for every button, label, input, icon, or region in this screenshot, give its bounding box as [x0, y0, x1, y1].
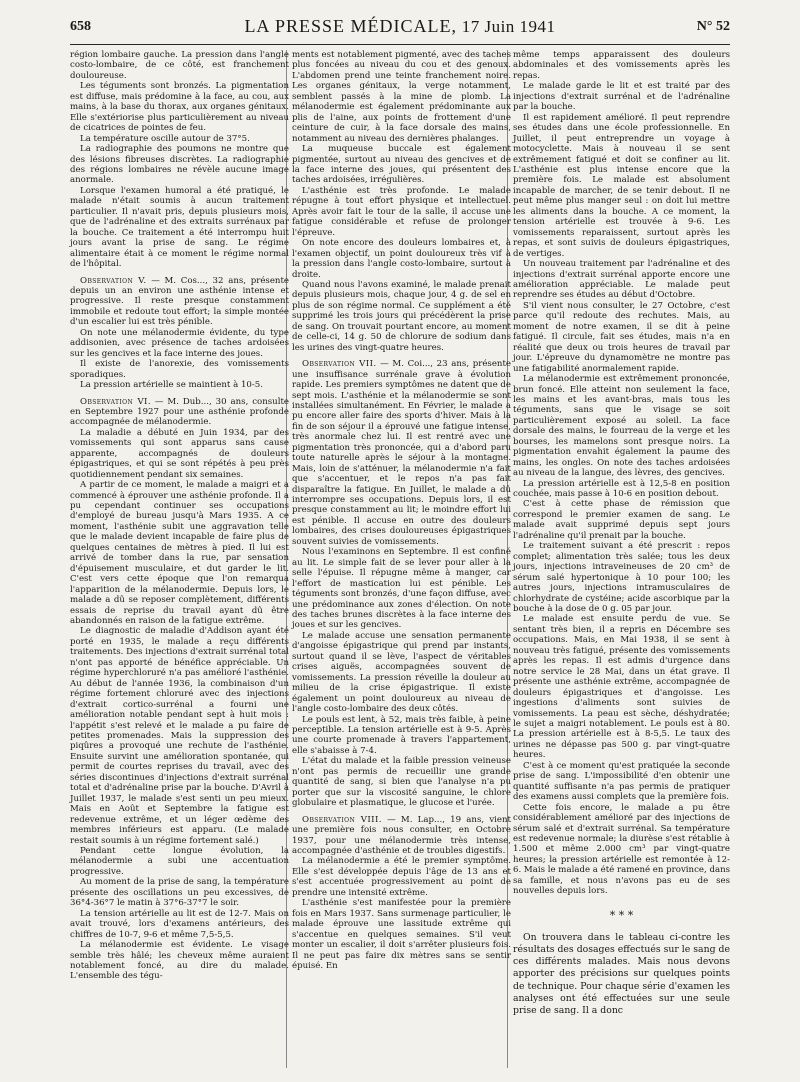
- body-paragraph: [513, 50, 730, 81]
- paragraph-text: L'état du malade et la faible pression veineuse n'ont pas permis de recueillir une grande quantité de sang, si bien que l'analyse n'a pu porter que sur la viscosité sanguine, le chlore globulaire et plasmatique, le glucose et l'urée.: [292, 756, 511, 809]
- paragraph-text: Le traitement suivant a été prescrit : repos complet; alimentation très salée; tous les deux jours, injections intraveineuses de 20 cm³ de sérum salé hypertonique à 10 pour 100; les autres jours, injections intramusculaires de chlorhydrate de cystéine; acide ascorbique par la bouche à la dose de 0 g. 05 par jour.: [513, 541, 730, 615]
- journal-name: LA PRESSE MÉDICALE,: [244, 16, 457, 36]
- body-paragraph: [292, 856, 511, 898]
- body-paragraph: [292, 50, 511, 144]
- paragraph-text: Pendant cette longue évolution, la mélanodermie a subi une accentuation progressive.: [70, 845, 289, 877]
- paragraph-text: Quand nous l'avons examiné, le malade prenait depuis plusieurs mois, chaque jour, 4 g. de sel en plus de son régime normal. Ce supplément a été supprimé les trois jours qui précédèrent la prise de sang. On trouvait pourtant encore, au moment de celle-ci, 14 g. 50 de chlorure de sodium dans les urines des vingt-quatre heures.: [292, 279, 511, 353]
- text-column-1: [70, 50, 289, 982]
- observation-heading: Observation VI.: [80, 396, 151, 407]
- issue-number: N° 52: [696, 19, 730, 34]
- body-paragraph: [513, 541, 730, 614]
- paragraph-text: Les téguments sont bronzés. La pigmentation est diffuse, mais prédomine à la face, au cou, aux mains, à la base du thorax, aux organes génitaux. Elle s'extériorise plus particulièrement au niveau de cicatrices de pointes de feu.: [70, 81, 289, 134]
- issue-date: 17 Juin 1941: [461, 17, 556, 36]
- body-paragraph: [70, 81, 289, 133]
- body-paragraph: [70, 909, 289, 940]
- paragraph-text: ments est notablement pigmenté, avec des taches plus foncées au niveau du cou et des genoux. L'abdomen prend une teinte franchement noire. Les organes génitaux, la verge notamment, semblent passés à la mine de plomb. La mélanodermie est également prédominante aux plis de l'aine, aux points de frottement d'une ceinture de cuir, à la face dorsale des mains, notamment au niveau des dernières phalanges.: [292, 50, 511, 144]
- body-paragraph: [292, 756, 511, 808]
- paragraph-text: S'il vient nous consulter, le 27 Octobre, c'est parce qu'il redoute des rechutes. Mais, au moment de notre examen, il se dit à peine fatigué. Il circule, fait ses études, mais n'a en réalité que deux ou trois heures de travail par jour. L'épreuve du dynamomètre ne montre pas une fatigabilité anormalement rapide.: [513, 300, 730, 374]
- paragraph-text: On note une mélanodermie évidente, du type addisonien, avec présence de taches ardoisées sur les gencives et la face interne des joues.: [70, 327, 289, 359]
- note-paragraph: On trouvera dans le tableau ci-contre les résultats des dosages effectués sur le sang de ces différents malades. Mais nous devons apporter des précisions sur quelques points de technique. Pour chaque série d'examen les analyses ont été effectuées sur une seule prise de sang. Il a donc: [513, 931, 730, 1016]
- paragraph-text: — M. Coi..., 23 ans, présente une insuffisance surrénale grave à évolution rapide. Les premiers symptômes ne datent que de sept mois. L'asthénie et la mélanodermie se sont installées simultanément. En Février, le malade a pu encore aller faire des sports d'hiver. Mais à la fin de son séjour il a éprouvé une fatigue intense, très anormale chez lui. Il est rentré avec une pigmentation très prononcée, qui a d'abord paru toute naturelle après le séjour à la montagne. Mais, loin de s'atténuer, la mélanodermie n'a fait que s'accentuer, et le repos n'a pas fait disparaître la fatigue. En Juillet, le malade a dû interrompre ses occupations. Depuis lors, il est presque constamment au lit; le moindre effort lui est pénible. Il accuse en outre des douleurs lombaires, des crises douloureuses épigastriques souvent suivies de vomissements.: [292, 359, 511, 547]
- paragraph-text: même temps apparaissent des douleurs abdominales et des vomissements après les repas.: [513, 50, 730, 81]
- body-paragraph: [513, 761, 730, 803]
- header-rule: [70, 44, 730, 45]
- body-paragraph: [70, 134, 289, 144]
- body-paragraph: [513, 479, 730, 500]
- page-header: [70, 16, 730, 40]
- paragraph-text: région lombaire gauche. La pression dans l'angle costo-lombaire, de ce côté, est franchement douloureuse.: [70, 50, 289, 81]
- observation-heading: Observation VII.: [302, 359, 377, 370]
- closing-note: [513, 932, 730, 1017]
- body-paragraph: [292, 144, 511, 186]
- body-paragraph: [70, 380, 289, 390]
- body-paragraph: [70, 940, 289, 982]
- paragraph-text: Le malade accuse une sensation permanente d'angoisse épigastrique qui prend par instants, surtout quand il se lève, l'aspect de véritables crises aiguës, accompagnées souvent de vomissements. La pression réveille la douleur au milieu de la crise épigastrique. Il existe également un point douloureux au niveau de l'angle costo-lombaire des deux côtés.: [292, 630, 511, 715]
- body-paragraph: [292, 715, 511, 757]
- paragraph-text: Il existe de l'anorexie, des vomissements sporadiques.: [70, 359, 289, 380]
- paragraph-text: L'asthénie est très profonde. Le malade répugne à tout effort physique et intellectuel. Après avoir fait le tour de la salle, il accuse une fatigue considérable et refuse de prolonger l'épreuve.: [292, 185, 511, 238]
- paragraph-text: Il est rapidement amélioré. Il peut reprendre ses études dans une école professionnelle. En Juillet, il peut entreprendre un voyage à motocyclette. Mais à nouveau il se sent extrêmement fatigué et doit se confiner au lit. L'asthénie est plus intense encore que la première fois. Le malade est absolument incapable de marcher, de se tenir debout. Il ne peut même plus manger seul : on doit lui mettre les aliments dans la bouche. A ce moment, la tension artérielle est trouvée à 9-6. Les vomissements reparaissent, surtout après les repas, et sont suivis de douleurs épigastriques, de vertiges.: [513, 112, 730, 259]
- body-paragraph: [70, 328, 289, 359]
- paragraph-text: Lorsque l'examen humoral a été pratiqué, le malade n'était soumis à aucun traitement particulier. Il n'avait pris, depuis plusieurs mois, que de l'adrénaline et des extraits surrénaux par la bouche. Ce traitement a été interrompu huit jours avant la prise de sang. Le régime alimentaire était à ce moment le régime normal de l'hôpital.: [70, 185, 289, 270]
- paragraph-text: La mélanodermie est extrêmement prononcée, brun foncé. Elle atteint non seulement la face, les mains et les avant-bras, mais tous les téguments, sans que le visage se soit particulièrement exposé au soleil. La face dorsale des mains, le fourreau de la verge et les bourses, les mamelons sont presque noirs. La pigmentation envahit également la paume des mains, les ongles. On note des taches ardoisées au niveau de la langue, des lèvres, des gencives.: [513, 374, 730, 479]
- paragraph-text: C'est à ce moment qu'est pratiquée la seconde prise de sang. L'impossibilité d'en obtenir une quantité suffisante n'a pas permis de pratiquer des examens aussi complets que la première fois.: [513, 760, 730, 803]
- body-paragraph: [292, 547, 511, 631]
- body-paragraph: [70, 50, 289, 81]
- body-paragraph: [292, 631, 511, 715]
- paragraph-text: — M. Dub..., 30 ans, consulte en Septembre 1927 pour une asthénie profonde accompagnée de mélanodermie.: [70, 396, 289, 428]
- body-paragraph: [513, 259, 730, 301]
- body-paragraph: [513, 81, 730, 112]
- body-paragraph: [292, 186, 511, 238]
- paragraph-text: La maladie a débuté en Juin 1934, par des vomissements qui sont apparus sans cause apparente, accompagnés de douleurs épigastriques, et qui se sont répétés à peu près quotidiennement pendant six semaines.: [70, 427, 289, 480]
- page-number: 658: [70, 19, 91, 34]
- body-paragraph: [292, 238, 511, 280]
- body-paragraph: [513, 374, 730, 479]
- body-paragraph: [70, 877, 289, 908]
- observation-paragraph: [70, 276, 289, 328]
- paragraph-text: Le malade garde le lit et est traité par des injections d'extrait surrénal et de l'adrénaline par la bouche.: [513, 81, 730, 113]
- body-paragraph: [292, 898, 511, 971]
- paragraph-text: Cette fois encore, le malade a pu être considérablement amélioré par des injections de sérum salé et d'extrait surrénal. Sa température est redevenue normale; la diurèse s'est rétablie à 1.500 et même 2.000 cm³ par vingt-quatre heures; la pression artérielle est remontée à 12-6. Mais le malade a été ramené en province, dans sa famille, et nous n'avons pas eu de ses nouvelles depuis lors.: [513, 802, 731, 897]
- asterism-separator: * * *: [609, 908, 634, 922]
- body-paragraph: [70, 186, 289, 270]
- paragraph-text: On note encore des douleurs lombaires et, à l'examen objectif, un point douloureux très vif à la pression dans l'angle costo-lombaire, surtout à droite.: [292, 238, 511, 280]
- body-paragraph: [513, 614, 730, 760]
- body-paragraph: [513, 803, 730, 897]
- body-paragraph: [70, 846, 289, 877]
- body-paragraph: [70, 359, 289, 380]
- paragraph-text: La radiographie des poumons ne montre que des lésions fibreuses discrètes. La radiographie des régions lombaires ne révèle aucune image anormale.: [70, 144, 289, 186]
- body-paragraph: [513, 113, 730, 259]
- body-paragraph: [70, 626, 289, 846]
- text-column-2: [292, 50, 511, 971]
- paragraph-text: Nous l'examinons en Septembre. Il est confiné au lit. Le simple fait de se lever pour aller à la selle l'épuise. Il répugne même à manger, car l'effort de mastication lui est pénible. Les téguments sont bronzés, d'une façon diffuse, avec une prédominance aux zones d'élection. On note des taches brunes discrètes à la face interne des joues et sur les gencives.: [292, 547, 511, 631]
- paragraph-text: Au moment de la prise de sang, la température présente des oscillations un peu excessives, de 36°4-36°7 le matin à 37°6-37°7 le soir.: [70, 877, 289, 909]
- observation-heading: Observation VIII.: [302, 814, 382, 825]
- paragraph-text: La tension artérielle au lit est de 12-7. Mais on avait trouvé, lors d'examens antérieurs, des chiffres de 10-7, 9-6 et même 7,5-5,5.: [70, 908, 289, 940]
- body-paragraph: [70, 480, 289, 626]
- paragraph-text: — M. Cos..., 32 ans, présente depuis un an environ une asthénie intense et progressive. Il reste presque constamment immobile et redoute tout effort; la simple montée d'un escalier lui est très pénible.: [70, 275, 289, 328]
- body-paragraph: [513, 301, 730, 374]
- paragraph-text: La température oscille autour de 37°5.: [80, 133, 250, 144]
- paragraph-text: C'est à cette phase de rémission que correspond le premier examen de sang. Le malade avait supprimé depuis sept jours l'adrénaline qu'il prenait par la bouche.: [513, 499, 730, 541]
- observation-paragraph: [292, 359, 511, 547]
- running-title: [70, 16, 730, 37]
- paragraph-text: La pression artérielle se maintient à 10-5.: [80, 380, 263, 391]
- paragraph-text: Le pouls est lent, à 52, mais très faible, à peine perceptible. La tension artérielle est à 9-5. Après une courte promenade à travers l'appartement, elle s'abaisse à 7-4.: [292, 714, 511, 756]
- body-paragraph: [513, 499, 730, 541]
- observation-paragraph: [292, 815, 511, 857]
- paragraph-text: Un nouveau traitement par l'adrénaline et des injections d'extrait surrénal apporte encore une amélioration appréciable. Le malade peut reprendre ses études au début d'Octobre.: [513, 259, 730, 301]
- observation-heading: Observation V.: [80, 275, 147, 286]
- paragraph-text: Le diagnostic de maladie d'Addison ayant été porté en 1935, le malade a reçu différents traitements. Des injections d'extrait surrénal total n'ont pas apporté de bénéfice appréciable. Un régime hyperchloruré n'a pas amélioré l'asthénie. Au début de l'année 1936, la combinaison d'un régime fortement chloruré avec des injections d'extrait cortico-surrénal a fourni une amélioration notable pendant sept à huit mois : l'appétit s'est relevé et le malade a pu faire de petites promenades. Mais la suppression des piqûres a provoqué une rechute de l'asthénie. Ensuite survint une amélioration spontanée, qui permit de courtes reprises du travail, avec des séries discontinues d'injections d'extrait surrénal total et d'adrénaline prise par la bouche. D'Avril à Juillet 1937, le malade s'est senti un peu mieux. Mais en Août et Septembre la fatigue est redevenue extrême, et un léger œdème des membres inférieurs est apparu. (Le malade restait soumis à un régime fortement salé.): [70, 626, 289, 846]
- paragraph-text: — M. Lap..., 19 ans, vient une première fois nous consulter, en Octobre 1937, pour une mélanodermie très intense, accompagnée d'asthénie et de troubles digestifs.: [292, 814, 512, 856]
- body-paragraph: [70, 144, 289, 186]
- paragraph-text: L'asthénie s'est manifestée pour la première fois en Mars 1937. Sans surmenage particulier, le malade éprouve une lassitude extrême qui s'accentue en quelques semaines. S'il veut monter un escalier, il doit s'arrêter plusieurs fois. Il ne peut pas faire dix mètres sans se sentir épuisé. En: [292, 898, 511, 971]
- paragraph-text: La muqueuse buccale est également pigmentée, surtout au niveau des gencives et de la face interne des joues, qui présentent des taches ardoisées, irrégulières.: [292, 144, 511, 186]
- observation-paragraph: [70, 397, 289, 428]
- text-column-3: [513, 50, 730, 1017]
- body-paragraph: [70, 428, 289, 480]
- paragraph-text: La mélanodermie a été le premier symptôme. Elle s'est développée depuis l'âge de 13 ans et s'est accentuée progressivement au point de prendre une intensité extrême.: [292, 856, 511, 898]
- body-paragraph: [292, 280, 511, 353]
- paragraph-text: A partir de ce moment, le malade a maigri et a commencé à éprouver une asthénie profonde. Il a pu cependant continuer ses occupations d'employé de bureau jusqu'à Mars 1935. A ce moment, l'asthénie subit une aggravation telle que le malade devient incapable de faire plus de quelques centaines de mètres à pied. Il lui est arrivé de tomber dans la rue, par sensation d'épuisement musculaire, et dut garder le lit. C'est vers cette époque que l'on remarqua l'apparition de la mélanodermie. Depuis lors, le malade a dû se reposer complètement, différents essais de reprise du travail ayant dû être abandonnés en raison de la fatigue extrême.: [70, 480, 289, 627]
- paragraph-text: Le malade est ensuite perdu de vue. Se sentant très bien, il a repris en Décembre ses occupations. Mais, en Mai 1938, il se sent à nouveau très fatigué, présente des vomissements après les repas. Il est admis d'urgence dans notre service le 28 Mai, dans un état grave. Il présente une asthénie extrême, accompagnée de douleurs épigastriques et d'angoisse. Les ingestions d'aliments sont suivies de vomissements. La peau est sèche, déshydratée; le sujet a maigri notablement. Le pouls est à 80. La pression artérielle est à 8-5,5. Le taux des urines ne dépasse pas 500 g. par vingt-quatre heures.: [513, 614, 730, 761]
- paragraph-text: La pression artérielle est à 12,5-8 en position couchée, mais passe à 10-6 en position debout.: [513, 478, 730, 500]
- paragraph-text: La mélanodermie est évidente. Le visage semble très hâlé; les cheveux même auraient notablement foncé, au dire du malade. L'ensemble des tégu-: [70, 940, 289, 982]
